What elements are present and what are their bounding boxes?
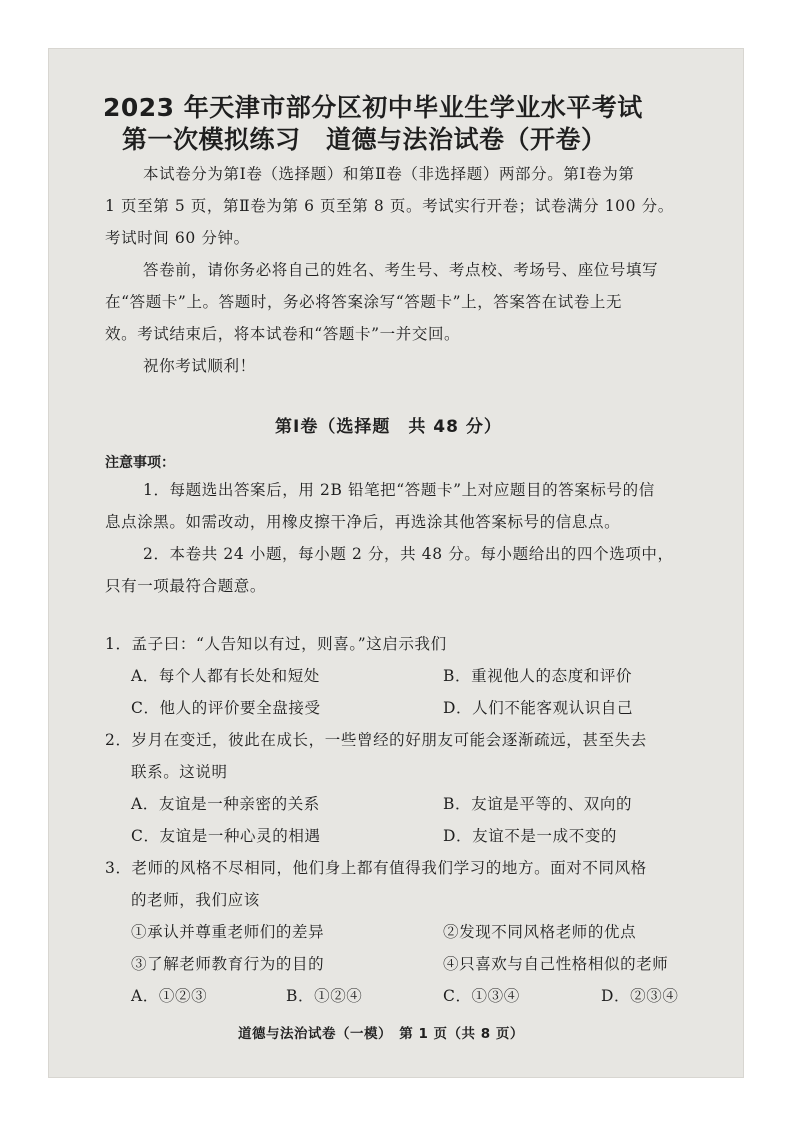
question-3-option-c: C．①③④ bbox=[443, 987, 520, 1005]
question-3-stem-cont: 的老师，我们应该 bbox=[131, 891, 260, 909]
intro-line: 1 页至第 5 页，第Ⅱ卷为第 6 页至第 8 页。考试实行开卷；试卷满分 100 分。 bbox=[105, 197, 674, 215]
intro-line: 本试卷分为第Ⅰ卷（选择题）和第Ⅱ卷（非选择题）两部分。第Ⅰ卷为第 bbox=[143, 165, 635, 183]
question-3-option-d: D．②③④ bbox=[601, 987, 679, 1005]
exam-title-line2: 第一次模拟练习 道德与法治试卷（开卷） bbox=[122, 125, 607, 154]
question-1-option-b: B．重视他人的态度和评价 bbox=[443, 667, 633, 685]
page-footer: 道德与法治试卷（一模） 第 1 页（共 8 页） bbox=[238, 1026, 524, 1042]
question-2-option-b: B．友谊是平等的、双向的 bbox=[443, 795, 633, 813]
question-1-option-c: C．他人的评价要全盘接受 bbox=[131, 699, 321, 717]
question-3-option-b: B．①②④ bbox=[286, 987, 363, 1005]
question-2-option-c: C．友谊是一种心灵的相遇 bbox=[131, 827, 321, 845]
section-title: 第Ⅰ卷（选择题 共 48 分） bbox=[275, 417, 502, 437]
notice-line: 1．每题选出答案后，用 2B 铅笔把“答题卡”上对应题目的答案标号的信 bbox=[143, 481, 655, 499]
question-1-option-a: A．每个人都有长处和短处 bbox=[131, 667, 320, 685]
question-1-option-d: D．人们不能客观认识自己 bbox=[443, 699, 634, 717]
good-luck-line: 祝你考试顺利！ bbox=[143, 357, 256, 375]
intro-line: 效。考试结束后，将本试卷和“答题卡”一并交回。 bbox=[105, 325, 461, 343]
question-2-option-a: A．友谊是一种亲密的关系 bbox=[131, 795, 320, 813]
question-3-option-a: A．①②③ bbox=[131, 987, 208, 1005]
question-3-stem: 3．老师的风格不尽相同，他们身上都有值得我们学习的地方。面对不同风格 bbox=[105, 859, 647, 877]
notice-line: 2．本卷共 24 小题，每小题 2 分，共 48 分。每小题给出的四个选项中， bbox=[143, 545, 674, 563]
question-3-statement-3: ③了解老师教育行为的目的 bbox=[131, 955, 325, 973]
notice-label: 注意事项： bbox=[105, 455, 175, 471]
notice-line: 息点涂黑。如需改动，用橡皮擦干净后，再选涂其他答案标号的信息点。 bbox=[105, 513, 621, 531]
question-2-option-d: D．友谊不是一成不变的 bbox=[443, 827, 618, 845]
question-2-stem-cont: 联系。这说明 bbox=[131, 763, 228, 781]
question-2-stem: 2．岁月在变迁，彼此在成长，一些曾经的好朋友可能会逐渐疏远，甚至失去 bbox=[105, 731, 647, 749]
question-1-stem: 1．孟子曰：“人告知以有过，则喜。”这启示我们 bbox=[105, 635, 447, 653]
notice-line: 只有一项最符合题意。 bbox=[105, 577, 267, 595]
intro-line: 在“答题卡”上。答题时，务必将答案涂写“答题卡”上，答案答在试卷上无 bbox=[105, 293, 623, 311]
exam-title-line1: 2023 年天津市部分区初中毕业生学业水平考试 bbox=[103, 93, 643, 122]
question-3-statement-4: ④只喜欢与自己性格相似的老师 bbox=[443, 955, 669, 973]
question-3-statement-2: ②发现不同风格老师的优点 bbox=[443, 923, 637, 941]
intro-line: 考试时间 60 分钟。 bbox=[105, 229, 250, 247]
question-3-statement-1: ①承认并尊重老师们的差异 bbox=[131, 923, 325, 941]
exam-paper bbox=[48, 48, 744, 1078]
intro-line: 答卷前，请你务必将自己的姓名、考生号、考点校、考场号、座位号填写 bbox=[143, 261, 659, 279]
